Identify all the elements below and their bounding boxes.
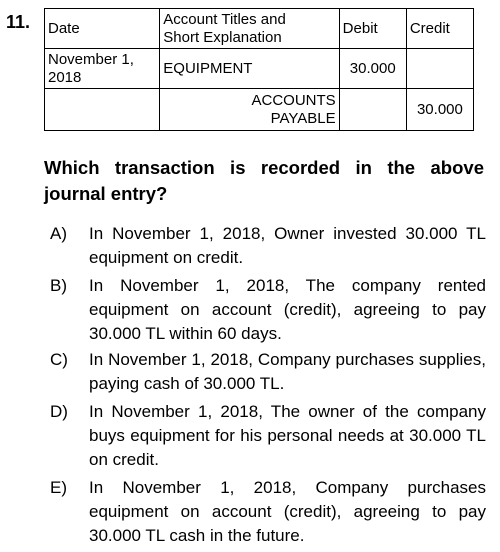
option-d-letter: D): [50, 402, 68, 421]
row1-date: [45, 49, 160, 89]
table-header-row: [45, 9, 474, 49]
question-number: 11.: [6, 12, 31, 32]
header-account-line1: Account Titles and: [163, 10, 286, 28]
option-e[interactable]: [50, 476, 486, 548]
row2-account: [160, 89, 339, 131]
row1-date-line1: November 1,: [48, 50, 134, 68]
option-c-text: In November 1, 2018, Company purchases supplies, paying cash of 30.000 TL.: [89, 350, 486, 393]
header-account-titles: [160, 9, 339, 49]
option-e-letter: E): [50, 478, 67, 497]
row1-date-line2: 2018: [48, 68, 82, 86]
option-a[interactable]: [50, 222, 486, 270]
header-debit: Debit: [339, 9, 406, 49]
row2-debit: [339, 89, 406, 131]
option-d-text: In November 1, 2018, The owner of the company buys equipment for his personal needs at 30.000 TL on credit.: [89, 402, 486, 469]
option-a-text: In November 1, 2018, Owner invested 30.000 TL equipment on credit.: [89, 224, 486, 267]
row2-credit: 30.000: [406, 89, 473, 131]
row1-credit: [406, 49, 473, 89]
option-e-text: In November 1, 2018, Company purchases equipment on account (credit), agreeing to pay 30.000 TL cash in the future.: [89, 478, 486, 545]
header-account-line2: Short Explanation: [163, 28, 282, 46]
option-a-letter: A): [50, 224, 67, 243]
question-text: Which transaction is recorded in the above journal entry?: [44, 157, 484, 204]
header-credit: Credit: [406, 9, 473, 49]
option-b[interactable]: [50, 274, 486, 346]
row2-account-line1: ACCOUNTS: [251, 91, 336, 109]
row1-debit: 30.000: [339, 49, 406, 89]
header-date: Date: [45, 9, 160, 49]
option-b-letter: B): [50, 276, 67, 295]
journal-entry-table: [44, 8, 474, 131]
option-d[interactable]: [50, 400, 486, 472]
table-row: [45, 89, 474, 131]
row2-account-line2: PAYABLE: [270, 109, 336, 127]
table-row: [45, 49, 474, 89]
row1-account: EQUIPMENT: [160, 49, 339, 89]
row2-date: [45, 89, 160, 131]
option-c-letter: C): [50, 350, 68, 369]
option-b-text: In November 1, 2018, The company rented equipment on account (credit), agreeing to pay 30.000 TL within 60 days.: [89, 276, 486, 343]
option-c[interactable]: [50, 348, 486, 396]
